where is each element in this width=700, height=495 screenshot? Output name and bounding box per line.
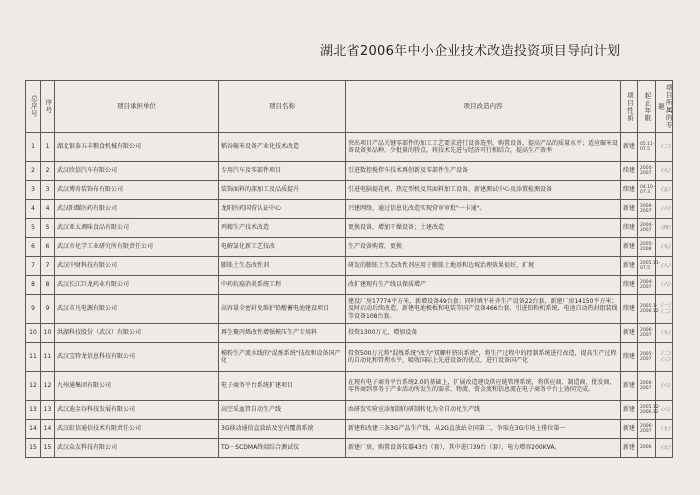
row-years: 2005.12-2006.12 xyxy=(638,401,656,420)
row-category: （九） xyxy=(656,324,673,343)
row-total-no: 1 xyxy=(26,133,41,162)
row-company: 武汉欣信汽车有限公司 xyxy=(55,162,219,181)
row-years: 2006-2007 xyxy=(638,324,656,343)
row-no: 2 xyxy=(41,162,55,181)
row-content: 研发的膨胀土生态改性剂应用于膨胀土地基和边坡治理效果很好，扩规 xyxy=(346,257,621,276)
table-row xyxy=(26,439,673,458)
row-project: 电子商务平台系统扩建项目 xyxy=(219,372,346,401)
row-category: （七） xyxy=(656,420,673,439)
row-no: 3 xyxy=(41,181,55,200)
row-content: 投资500万元将"混炼系统"改为"双螺杆挤出系统"，将生产过程中的控制系统进行改造，提高生产过程的自动化和管理水平，吸收国际上先进设备的优点，进行设备国产化 xyxy=(346,343,621,372)
row-category: （一）（二） xyxy=(656,295,673,324)
row-nature: 续建 xyxy=(621,343,638,372)
table-row xyxy=(26,181,673,200)
row-content: 在现有电子商务平台系统2.0的基础上，扩展改造建设供应链管理系统，将供应商、制造商、批发商、零售商到事务于产业活动所发生的需求、物流、资金流和信息流在电子商务平台上协同完成。 xyxy=(346,372,621,401)
row-total-no: 15 xyxy=(26,439,41,458)
row-company: 武汉迪金谷科技发展有限公司 xyxy=(55,401,219,420)
table-row xyxy=(26,401,673,420)
header-total-no: 总序号 xyxy=(26,81,41,133)
row-company: 九州通集团有限公司 xyxy=(55,372,219,401)
row-company: 武汉虹信通信技术有限责任公司 xyxy=(55,420,219,439)
table-row xyxy=(26,276,673,295)
row-no: 8 xyxy=(41,276,55,295)
row-total-no: 3 xyxy=(26,181,41,200)
row-years: 2005-2008 xyxy=(638,238,656,257)
row-project: 鸡精生产技术改造 xyxy=(219,219,346,238)
row-company: 武汉长江巨龙药业有限公司 xyxy=(55,276,219,295)
table-row xyxy=(26,295,673,324)
header-years: 起止年限 xyxy=(638,81,656,133)
header-nature: 项目性质 xyxy=(621,81,638,133)
table-row xyxy=(26,324,673,343)
row-content: 建设厂房17774平方米，新增设备49台套；同时填平补齐生产设备22台套，新建厂房14150平方米；及时启动后续改造，新建电池极板和电装等国产设备466台套，引进铅粉机系统、电池自动热封组装线等设备108台套。 xyxy=(346,295,621,324)
row-years: 2004-2007 xyxy=(638,162,656,181)
row-company: 武汉博奇装饰布有限公司 xyxy=(55,181,219,200)
row-no: 4 xyxy=(41,200,55,219)
row-category: （五） xyxy=(656,181,673,200)
row-nature: 续建 xyxy=(621,181,638,200)
row-category: （八） xyxy=(656,257,673,276)
row-nature: 新建 xyxy=(621,238,638,257)
row-content: 新建厂房，购置设备仪器43台（套），其中进口39台（套），电力增容200KVA。 xyxy=(346,439,621,458)
row-project: 高空采血管自动生产线 xyxy=(219,401,346,420)
header-company: 项目承担单位 xyxy=(55,81,219,133)
row-no: 7 xyxy=(41,257,55,276)
row-company: 武汉市凡电源有限公司 xyxy=(55,295,219,324)
row-no: 11 xyxy=(41,343,55,372)
row-nature: 新建 xyxy=(621,200,638,219)
row-no: 9 xyxy=(41,295,55,324)
row-project: TD－SCDMA终端综合测试仪 xyxy=(219,439,346,458)
table-row xyxy=(26,343,673,372)
row-total-no: 12 xyxy=(26,372,41,401)
row-total-no: 14 xyxy=(26,420,41,439)
row-company: 湖北银泰五丰粮食机械有限公司 xyxy=(55,133,219,162)
row-content: 兴建网络，通过信息化改造实现营审审批"一卡通"。 xyxy=(346,200,621,219)
row-nature: 新建 xyxy=(621,324,638,343)
row-category: （八） xyxy=(656,162,673,181)
table-row xyxy=(26,372,673,401)
table-header-row xyxy=(26,81,673,133)
row-category: （七） xyxy=(656,439,673,458)
row-category: （二）（三） xyxy=(656,343,673,372)
row-project: 电解氯化新工艺技改 xyxy=(219,238,346,257)
row-content: 突出项目产品关键零部件的加工工艺要求进行设备选型，购置设备，提高产品的质量水平；适应碾米设备设备多品种、少批量的特点，将技术先进与经济可行相结合，提高生产效率 xyxy=(346,133,621,162)
row-total-no: 6 xyxy=(26,238,41,257)
row-project: 稻谷碾米设备产业化技术改造 xyxy=(219,133,346,162)
row-total-no: 11 xyxy=(26,343,41,372)
row-content: 生产设备购置，更换 xyxy=(346,238,621,257)
row-total-no: 4 xyxy=(26,200,41,219)
header-no: 序号 xyxy=(41,81,55,133)
header-content: 项目改造内容 xyxy=(346,81,621,133)
table-row xyxy=(26,257,673,276)
row-nature: 新建 xyxy=(621,257,638,276)
row-content: 更换设备，增加干燥设备；土建改造 xyxy=(346,219,621,238)
row-years: 2006-2007 xyxy=(638,420,656,439)
row-years: 2006 xyxy=(638,439,656,458)
row-no: 6 xyxy=(41,238,55,257)
table-row xyxy=(26,200,673,219)
row-project: 模粉生产流水线的"混炼系统"技改和设备国产化 xyxy=(219,343,346,372)
row-years: 2004-2007 xyxy=(638,219,656,238)
row-no: 1 xyxy=(41,133,55,162)
row-content: 由研发实验室添加制的研制转化为全自动化生产线 xyxy=(346,401,621,420)
row-years: 04.10-07.3 xyxy=(638,181,656,200)
row-category: （四） xyxy=(656,219,673,238)
row-company: 武汉宝特龙信息科技有限公司 xyxy=(55,343,219,372)
table-row xyxy=(26,219,673,238)
row-project: 专用汽车及零部件项目 xyxy=(219,162,346,181)
row-category: （六） xyxy=(656,276,673,295)
row-company: 武汉市化学工业研究所有限责任公司 xyxy=(55,238,219,257)
row-category: （六） xyxy=(656,372,673,401)
row-project: 装饰面料的深加工及品质提升 xyxy=(219,181,346,200)
row-nature: 续建 xyxy=(621,276,638,295)
table-row xyxy=(26,420,673,439)
table-row xyxy=(26,238,673,257)
row-no: 12 xyxy=(41,372,55,401)
row-total-no: 9 xyxy=(26,295,41,324)
row-total-no: 8 xyxy=(26,276,41,295)
row-no: 10 xyxy=(41,324,55,343)
row-no: 5 xyxy=(41,219,55,238)
project-table xyxy=(25,80,673,458)
row-category: （九） xyxy=(656,238,673,257)
row-total-no: 2 xyxy=(26,162,41,181)
row-nature: 新建 xyxy=(621,420,638,439)
row-years: 2005.1-2006.12 xyxy=(638,295,656,324)
row-category: （六） xyxy=(656,200,673,219)
row-content: 引进数控搅拌车技术再创新及零部件生产设备 xyxy=(346,162,621,181)
row-years: 2005-2007 xyxy=(638,343,656,372)
row-nature: 续建 xyxy=(621,295,638,324)
row-no: 13 xyxy=(41,401,55,420)
row-nature: 续建 xyxy=(621,219,638,238)
row-years: 2004-2007 xyxy=(638,276,656,295)
row-content: 新建和改建三条3G产品生产线，从2G直放站全国第二，争取在3G市场上排位第一 xyxy=(346,420,621,439)
row-no: 14 xyxy=(41,420,55,439)
row-total-no: 7 xyxy=(26,257,41,276)
row-company: 武汉众友科技有限公司 xyxy=(55,439,219,458)
row-project: 膨胀土生态改性剂 xyxy=(219,257,346,276)
row-project: 再生聚丙烯改性增强模压生产专用料 xyxy=(219,324,346,343)
table-row xyxy=(26,162,673,181)
row-nature: 新建 xyxy=(621,401,638,420)
row-nature: 续建 xyxy=(621,162,638,181)
row-years: 05.11-07.5 xyxy=(638,133,656,162)
row-project: 3G移动通信直放站及室内覆盖系统 xyxy=(219,420,346,439)
row-content: 投资1300万元，增加设备 xyxy=(346,324,621,343)
row-content: 改扩建现有生产线以保质增产 xyxy=(346,276,621,295)
header-category: 项目所属的专题 xyxy=(656,81,673,133)
row-category: （六） xyxy=(656,401,673,420)
row-company: 武汉阳耀医药有限公司 xyxy=(55,200,219,219)
row-category: （二） xyxy=(656,133,673,162)
row-nature: 新建 xyxy=(621,439,638,458)
row-years: 2006-2007 xyxy=(638,372,656,401)
row-company: 武汉亚太调味食品有限公司 xyxy=(55,219,219,238)
row-content: 引进电脑提花机、热定型机及其面料加工设备，新建测试中心及添置检测设备 xyxy=(346,181,621,200)
row-project: 中药抗癌消炎系统工程 xyxy=(219,276,346,295)
row-total-no: 10 xyxy=(26,324,41,343)
row-project: 高容量全密封免维护铅酸蓄电池建设项目 xyxy=(219,295,346,324)
row-total-no: 5 xyxy=(26,219,41,238)
row-project: 龙阳医药国营认证中心 xyxy=(219,200,346,219)
table-row xyxy=(26,133,673,162)
row-years: 2006-2007 xyxy=(638,200,656,219)
header-project: 项目名称 xyxy=(219,81,346,133)
page-title: 湖北省2006年中小企业技术改造投资项目导向计划 xyxy=(320,44,621,59)
row-nature: 新建 xyxy=(621,372,638,401)
row-nature: 新建 xyxy=(621,133,638,162)
row-total-no: 13 xyxy=(26,401,41,420)
row-company: 洪湖科技股份（武汉）有限公司 xyxy=(55,324,219,343)
row-company: 武汉中财科技有限公司 xyxy=(55,257,219,276)
row-no: 15 xyxy=(41,439,55,458)
row-years: 2005.11-07.5 xyxy=(638,257,656,276)
